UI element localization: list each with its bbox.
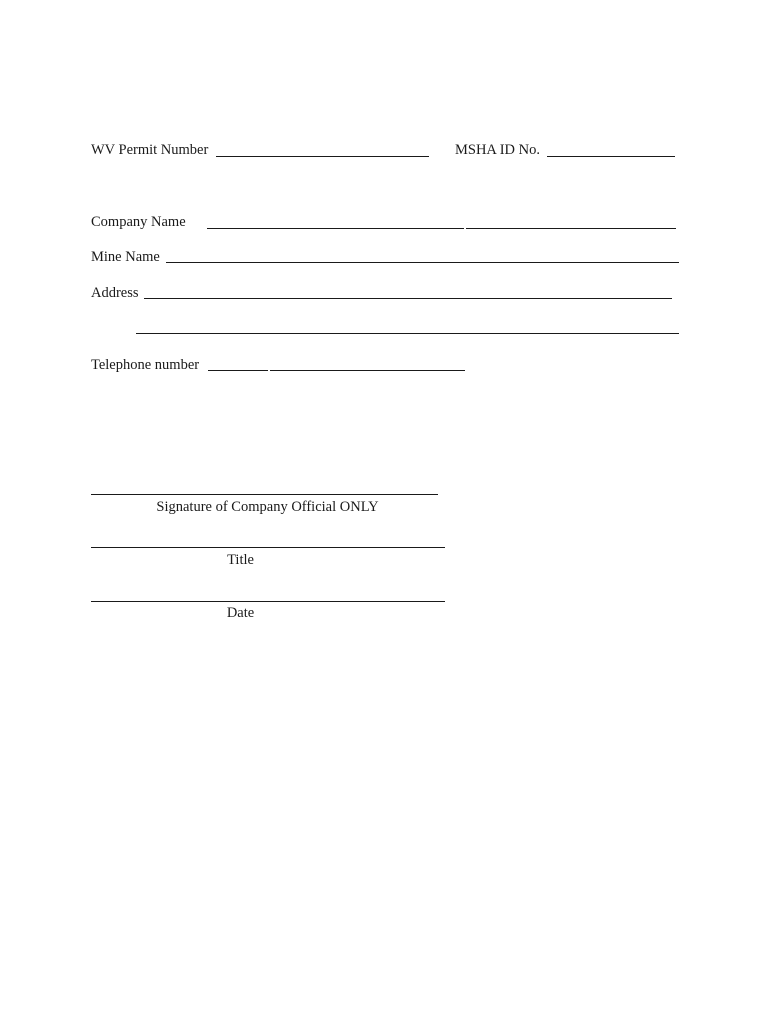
wv-permit-number-line — [216, 156, 429, 157]
telephone-number-label: Telephone number — [91, 357, 200, 373]
signature-caption: Signature of Company Official ONLY — [156, 499, 379, 515]
title-field[interactable] — [91, 529, 445, 547]
company-name-line-right — [466, 228, 676, 229]
address-field-line-2[interactable] — [136, 316, 679, 334]
title-caption: Title — [227, 552, 254, 568]
msha-id-line — [547, 156, 675, 157]
address-line-1 — [144, 298, 672, 299]
mine-name-label: Mine Name — [91, 249, 160, 265]
msha-id-label: MSHA ID No. — [455, 142, 540, 158]
title-line — [91, 547, 445, 548]
address-label: Address — [91, 285, 139, 301]
signature-field[interactable] — [91, 476, 438, 494]
mine-name-line — [166, 262, 679, 263]
telephone-number-line-left — [208, 370, 268, 371]
signature-line — [91, 494, 438, 495]
wv-permit-number-label: WV Permit Number — [91, 142, 209, 158]
company-name-label: Company Name — [91, 214, 186, 230]
date-line — [91, 601, 445, 602]
date-caption: Date — [226, 605, 255, 621]
company-name-line-left — [207, 228, 464, 229]
telephone-number-line-right — [270, 370, 465, 371]
date-field[interactable] — [91, 582, 445, 600]
address-line-2 — [136, 333, 679, 334]
